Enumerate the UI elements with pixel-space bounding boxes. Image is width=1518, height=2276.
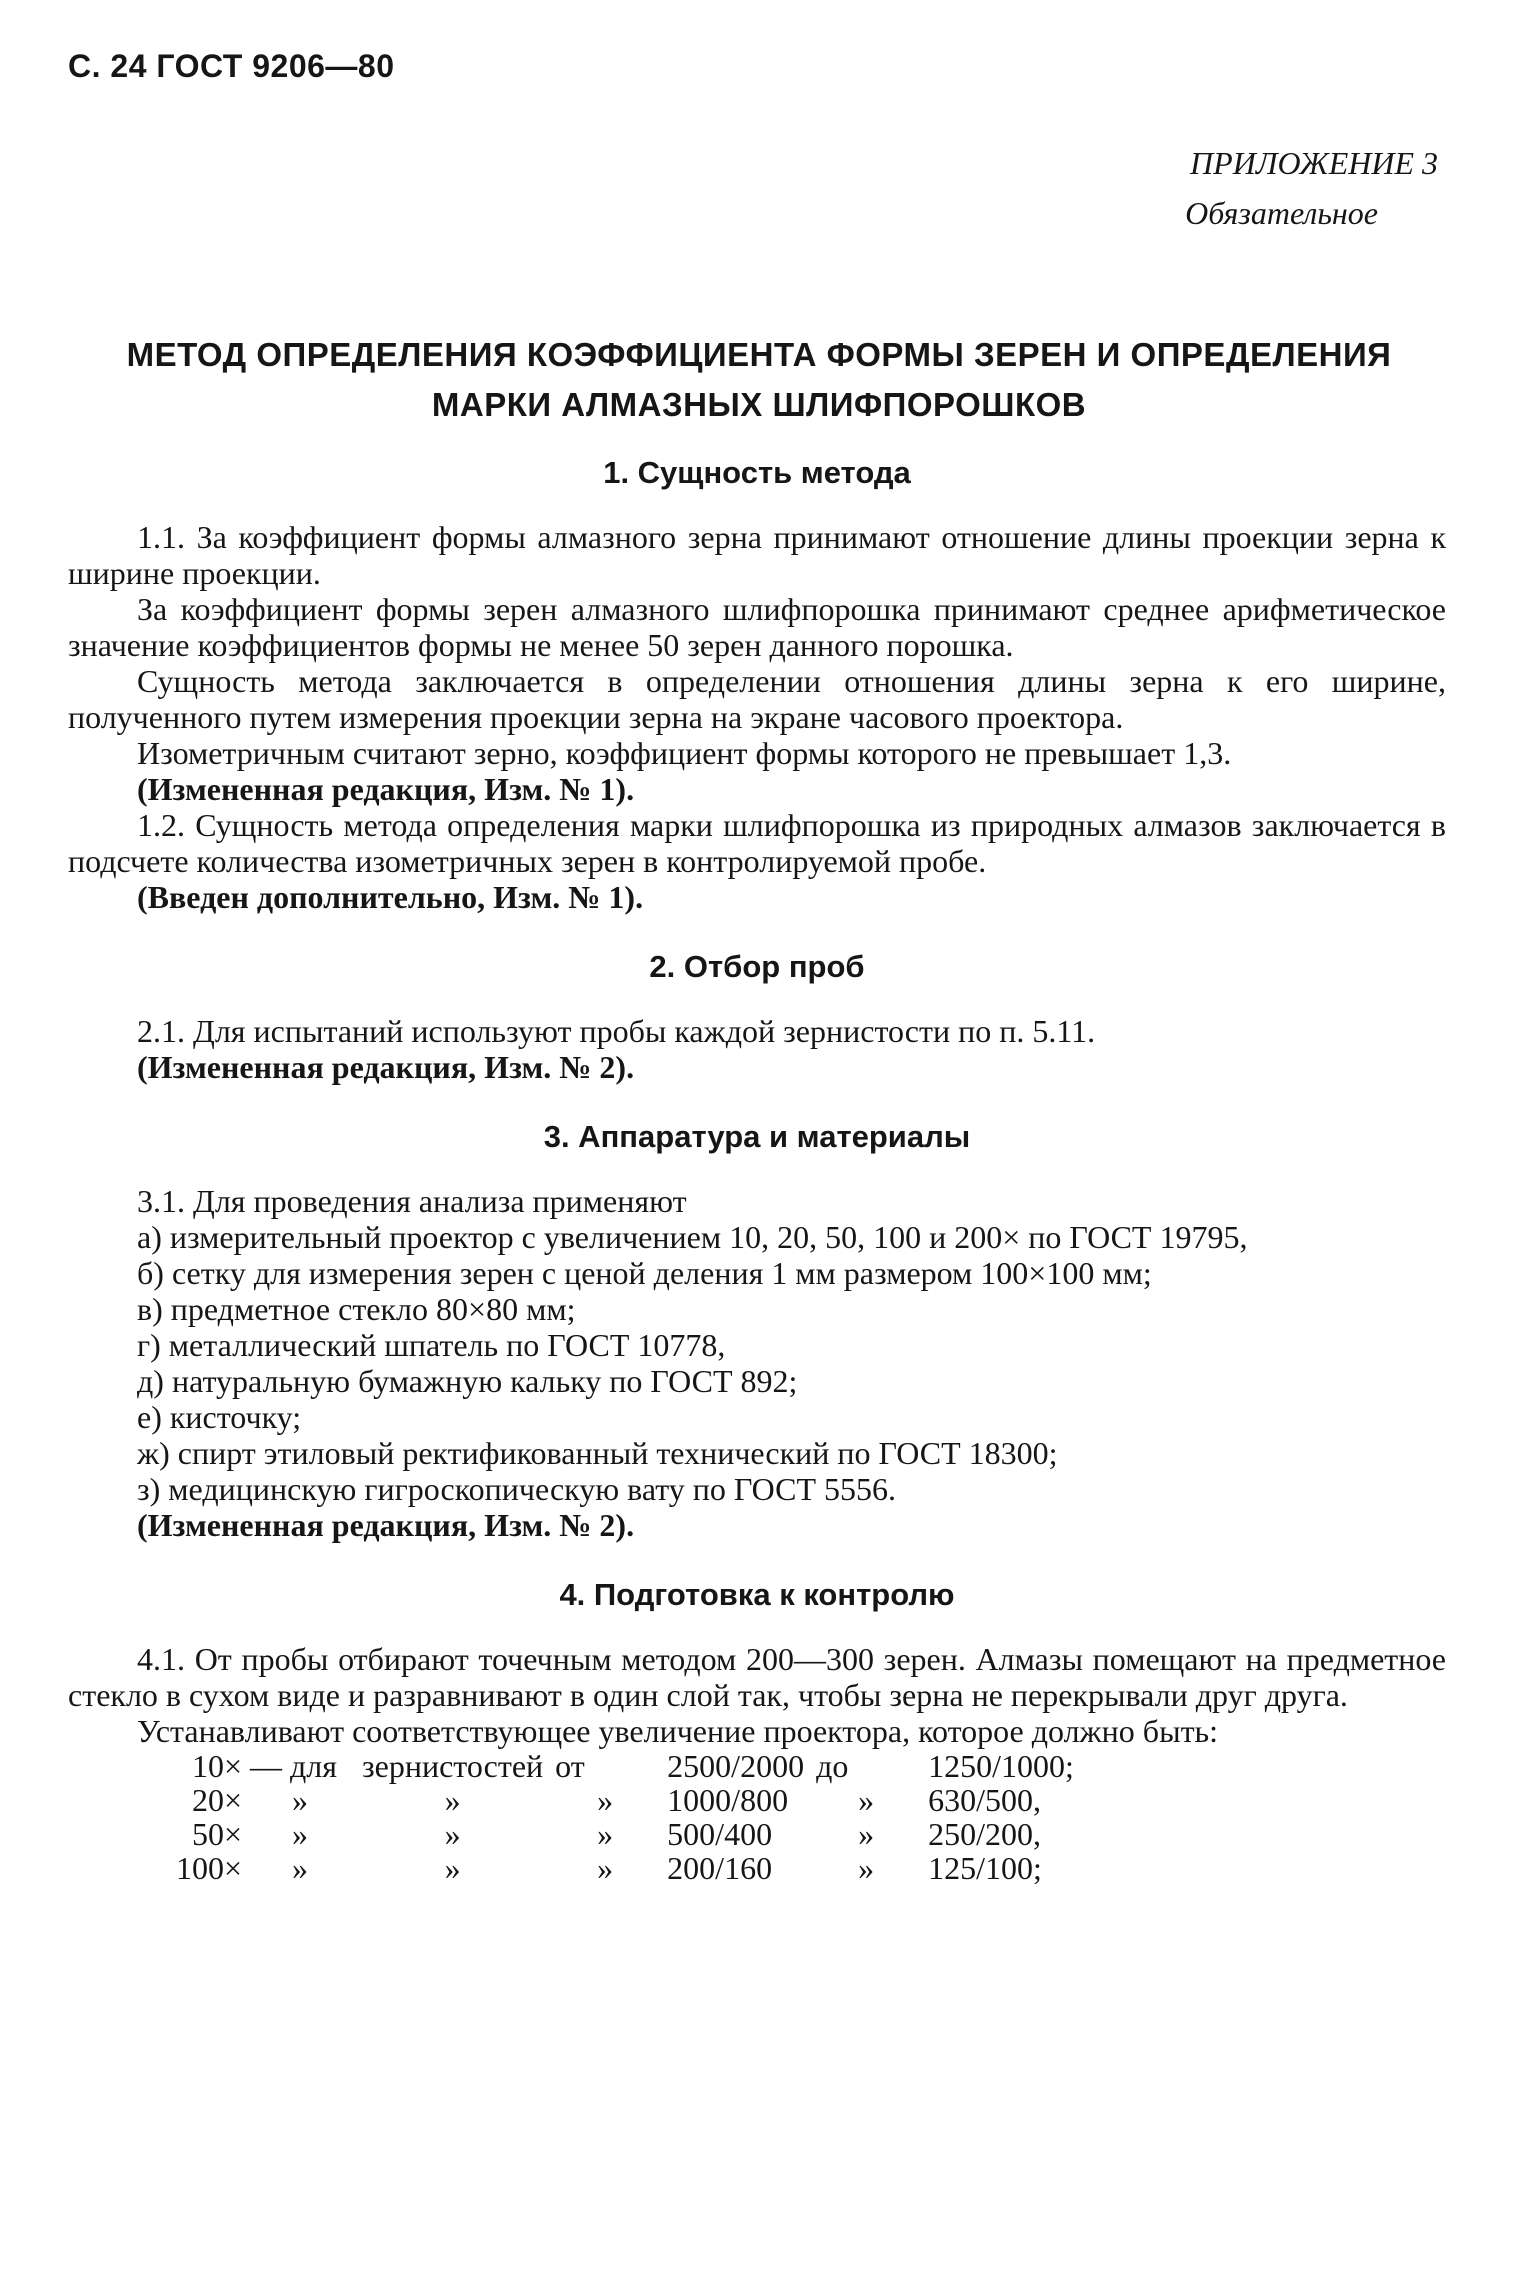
amendment-note: (Измененная редакция, Изм. № 1). <box>137 771 635 807</box>
annex-block <box>1185 138 1438 238</box>
equipment-item: а) измерительный проектор с увеличением 10, 20, 50, 100 и 200× по ГОСТ 19795, <box>137 1219 1248 1255</box>
equipment-item: в) предметное стекло 80×80 мм; <box>137 1291 576 1327</box>
magnification-value: 100× <box>175 1850 242 1886</box>
table-cell: » <box>597 1816 614 1852</box>
section-1-heading: 1. Сущность метода <box>603 455 911 490</box>
table-cell: » <box>444 1850 461 1886</box>
table-row <box>150 1817 1086 1851</box>
paragraph-4-1b: Устанавливают соответствующее увеличение проектора, которое должно быть: <box>137 1713 1219 1749</box>
grit-to: 1250/1000; <box>928 1748 1074 1784</box>
table-cell: от <box>555 1748 585 1784</box>
paragraph-1-1: 1.1. За коэффициент формы алмазного зерна принимают отношение длины проекции зерна к ширине проекции. <box>68 519 1446 591</box>
document-title <box>100 330 1418 430</box>
equipment-item: е) кисточку; <box>137 1399 302 1435</box>
annex-status: Обязательное <box>1185 195 1378 231</box>
grit-to: 250/200, <box>928 1816 1041 1852</box>
equipment-item: д) натуральную бумажную кальку по ГОСТ 892; <box>137 1363 798 1399</box>
running-head: С. 24 ГОСТ 9206—80 <box>68 48 395 84</box>
table-row <box>150 1851 1086 1885</box>
grit-from: 200/160 <box>667 1850 773 1886</box>
amendment-note: (Введен дополнительно, Изм. № 1). <box>137 879 644 915</box>
equipment-item: г) металлический шпатель по ГОСТ 10778, <box>137 1327 726 1363</box>
title-line-1: МЕТОД ОПРЕДЕЛЕНИЯ КОЭФФИЦИЕНТА ФОРМЫ ЗЕРЕН И ОПРЕДЕЛЕНИЯ <box>126 336 1392 373</box>
equipment-item: з) медицинскую гигроскопическую вату по ГОСТ 5556. <box>137 1471 896 1507</box>
table-cell: » <box>292 1782 308 1818</box>
table-cell: » <box>858 1782 875 1818</box>
grit-from: 500/400 <box>667 1816 773 1852</box>
section-2-heading: 2. Отбор проб <box>649 949 865 984</box>
section-3-heading: 3. Аппаратура и материалы <box>543 1119 971 1154</box>
table-row <box>150 1783 1086 1817</box>
table-row <box>150 1749 1086 1783</box>
table-cell: » <box>597 1850 614 1886</box>
table-cell: » <box>858 1850 875 1886</box>
paragraph-1-1c: Сущность метода заключается в определении отношения длины зерна к его ширине, полученного путем измерения проекции зерна на экране часового проектора. <box>68 663 1446 735</box>
annex-label: ПРИЛОЖЕНИЕ 3 <box>1190 145 1438 181</box>
paragraph-4-1: 4.1. От пробы отбирают точечным методом 200—300 зерен. Алмазы помещают на предметное стекло в сухом виде и разравнивают в один слой так, чтобы зерна не перекрывали друг друга. <box>68 1641 1446 1713</box>
paragraph-3-1: 3.1. Для проведения анализа применяют <box>137 1183 687 1219</box>
table-cell: » <box>444 1782 461 1818</box>
magnification-table <box>150 1749 1086 1885</box>
table-cell: » <box>858 1816 875 1852</box>
amendment-note: (Измененная редакция, Изм. № 2). <box>137 1049 635 1085</box>
grit-to: 125/100; <box>928 1850 1042 1886</box>
table-cell: » <box>292 1816 308 1852</box>
equipment-item: б) сетку для измерения зерен с ценой деления 1 мм размером 100×100 мм; <box>137 1255 1152 1291</box>
table-cell: » <box>292 1850 308 1886</box>
table-cell: зернистостей <box>362 1748 544 1784</box>
grit-from: 2500/2000 <box>667 1748 805 1784</box>
table-cell: » <box>444 1816 461 1852</box>
title-line-2: МАРКИ АЛМАЗНЫХ ШЛИФПОРОШКОВ <box>431 386 1087 423</box>
equipment-item: ж) спирт этиловый ректификованный технический по ГОСТ 18300; <box>137 1435 1058 1471</box>
paragraph-1-1b: За коэффициент формы зерен алмазного шлифпорошка принимают среднее арифметическое значение коэффициентов формы не менее 50 зерен данного порошка. <box>68 591 1446 663</box>
document-body <box>68 455 1446 1885</box>
paragraph-1-2: 1.2. Сущность метода определения марки шлифпорошка из природных алмазов заключается в подсчете количества изометричных зерен в контролируемой пробе. <box>68 807 1446 879</box>
table-cell: — для <box>250 1748 337 1784</box>
grit-from: 1000/800 <box>667 1782 789 1818</box>
section-4-heading: 4. Подготовка к контролю <box>559 1577 955 1612</box>
magnification-value: 50× <box>191 1816 242 1852</box>
grit-to: 630/500, <box>928 1782 1041 1818</box>
magnification-value: 20× <box>191 1782 242 1818</box>
table-cell: до <box>816 1748 849 1784</box>
table-cell: » <box>597 1782 614 1818</box>
paragraph-2-1: 2.1. Для испытаний используют пробы каждой зернистости по п. 5.11. <box>137 1013 1096 1049</box>
paragraph-1-1d: Изометричным считают зерно, коэффициент формы которого не превышает 1,3. <box>137 735 1232 771</box>
amendment-note: (Измененная редакция, Изм. № 2). <box>137 1507 635 1543</box>
magnification-value: 10× <box>191 1748 242 1784</box>
